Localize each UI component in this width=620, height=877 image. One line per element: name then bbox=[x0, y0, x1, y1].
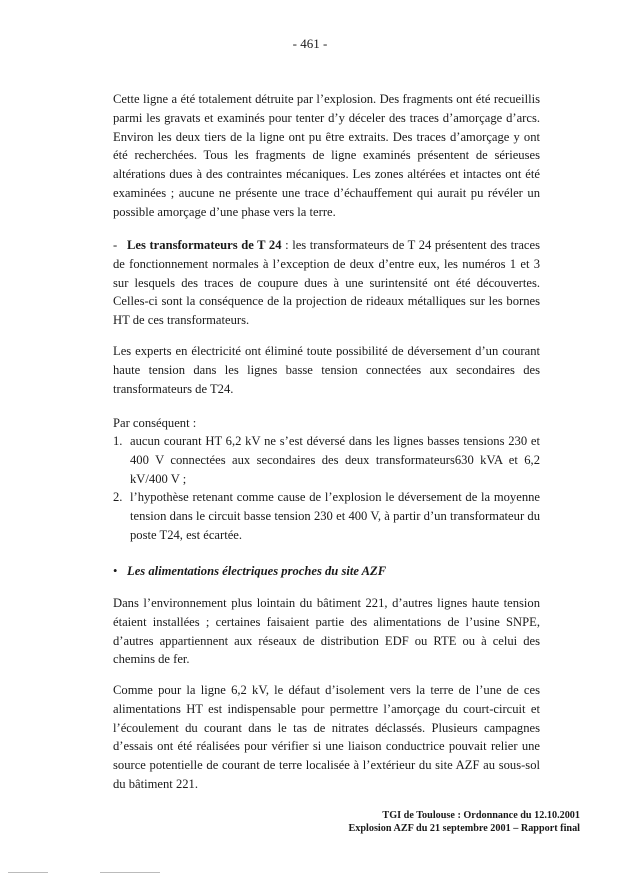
list-item bbox=[113, 488, 540, 544]
list-item-number: 2. bbox=[113, 490, 123, 505]
section-heading-alimentations: Les alimentations électriques proches du site AZF bbox=[127, 564, 387, 578]
paragraph-tests bbox=[113, 681, 540, 794]
conclusion-list bbox=[113, 432, 540, 545]
scan-artifact bbox=[100, 872, 160, 873]
list-item-text: aucun courant HT 6,2 kV ne s’est déversé dans les lignes basses tensions 230 et 400 V connectées aux secondaires des deux transformateurs630 kVA et 6,2 kV/400 V ; bbox=[130, 434, 540, 486]
bullet-marker: • bbox=[113, 564, 118, 578]
section-transformers bbox=[113, 236, 540, 330]
footer-line-court: TGI de Toulouse : Ordonnance du 12.10.2001 bbox=[382, 810, 580, 821]
footer-line-report: Explosion AZF du 21 septembre 2001 – Rapport final bbox=[348, 823, 580, 834]
page-number: - 461 - bbox=[292, 36, 328, 51]
paragraph-environment bbox=[113, 594, 540, 669]
paragraph-text: Comme pour la ligne 6,2 kV, le défaut d’isolement vers la terre de l’une de ces alimentations HT est indispensable pour permettre l’amorçage du court-circuit et l’écoulement du courant dans le tas de nitrates déclassés. Plusieurs campagnes d’essais ont été réalisées pour vérifier si une liaison conductrice pouvait relier une source potentielle de courant de terre localisée à l’extérieur du site AZF au sous-sol du bâtiment 221. bbox=[113, 683, 540, 791]
paragraph-text: Cette ligne a été totalement détruite par l’explosion. Des fragments ont été recueillis parmi les gravats et examinés pour tenter d’y déceler des traces d’amorçage d’arcs. Environ les deux tiers de la ligne ont pu être extraits. Des traces d’amorçage y ont été recherchées. Tous les fragments de ligne examinés présentent de sérieuses altérations dues à des contraintes mécaniques. Les zones altérées et intactes ont été examinées ; aucune ne présente une trace d’échauffement qui aurait pu révéler un possible amorçage d’une phase vers la terre. bbox=[113, 92, 540, 219]
paragraph-line-debris bbox=[113, 90, 540, 222]
page-footer bbox=[260, 809, 580, 835]
conclusion-intro-text: Par conséquent : bbox=[113, 416, 197, 430]
list-item-text: l’hypothèse retenant comme cause de l’explosion le déversement de la moyenne tension dans le circuit basse tension 230 et 400 V, à partir d’un transformateur du poste T24, est écartée. bbox=[130, 490, 540, 542]
section-text-transformers: : les transformateurs de T 24 présentent des traces de fonctionnement normales à l’exception de deux d’entre eux, les numéros 1 et 3 sur lesquels des traces de coupure dues à une surintensité ont été découvertes. Celles-ci sont la conséquence de la projection de rideaux métalliques sur les bornes HT de ces transformateurs. bbox=[113, 238, 540, 328]
list-item bbox=[113, 432, 540, 488]
paragraph-experts bbox=[113, 342, 540, 398]
dash-marker: - bbox=[113, 238, 118, 252]
conclusion-intro bbox=[113, 414, 540, 433]
scan-artifact bbox=[8, 872, 48, 873]
paragraph-text: Les experts en électricité ont éliminé toute possibilité de déversement d’un courant haute tension dans les lignes basse tension connectées aux secondaires des transformateurs de T24. bbox=[113, 344, 540, 396]
section-heading-transformers: Les transformateurs de T 24 bbox=[127, 238, 282, 252]
list-item-number: 1. bbox=[113, 434, 123, 448]
paragraph-text: Dans l’environnement plus lointain du bâtiment 221, d’autres lignes haute tension étaient installées ; certaines faisaient partie des alimentations de l’usine SNPE, d’autres appartiennent aux réseaux de distribution EDF ou RTE ou à celui des chemins de fer. bbox=[113, 596, 540, 667]
section-alimentations bbox=[113, 562, 540, 581]
